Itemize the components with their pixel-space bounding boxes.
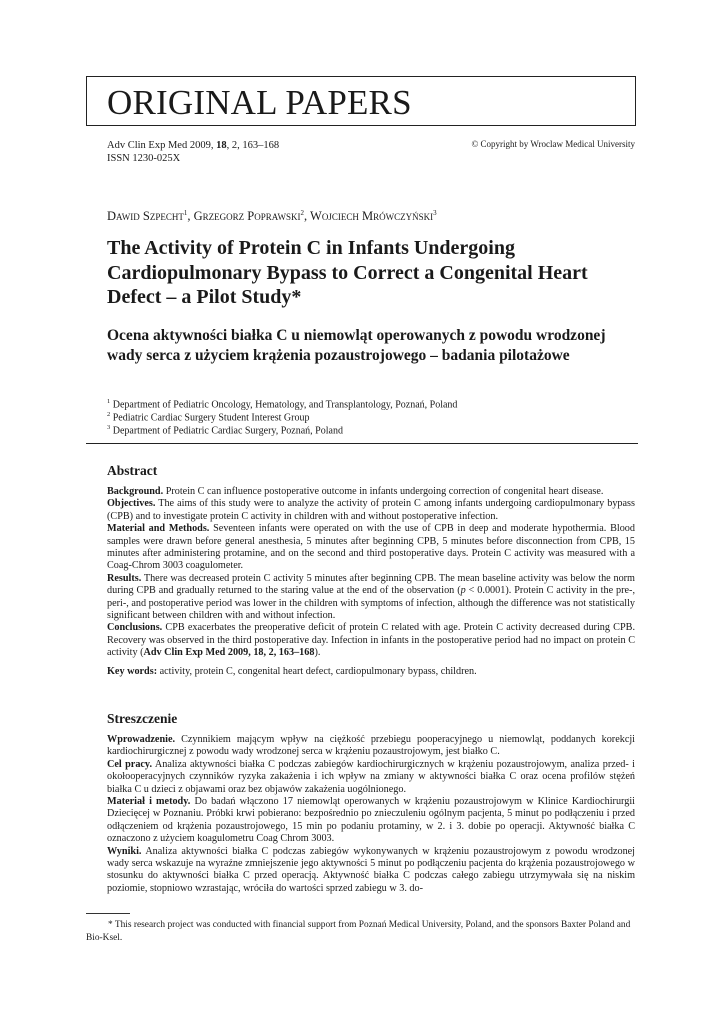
abstract-methods: Material and Methods. Seventeen infants were operated on with the use of CPB in deep and moderate hypothermia. Blood samples were drawn before general anesthesia, 5 minutes after beginning CPB, 5 minutes before disconnection from CPB, 15 minutes after administering protamine, and on the second and third postoperative days. Protein C activity was measured with a Coag-Chrom 3003 coagulometer. xyxy=(107,523,635,572)
copyright: © Copyright by Wroclaw Medical University xyxy=(471,139,635,149)
abstract-objectives: Objectives. The aims of this study were to analyze the activity of protein C among infants undergoing cardiopulmonary bypass (CPB) and to investigate protein C activity in children with and without postoperative infection. xyxy=(107,498,635,522)
keywords: Key words: activity, protein C, congenital heart defect, cardiopulmonary bypass, children. xyxy=(107,665,477,677)
issn: ISSN 1230-025X xyxy=(107,153,181,164)
author-name: Wojciech Mrówczyński xyxy=(310,209,434,224)
section-title: ORIGINAL PAPERS xyxy=(107,83,412,122)
article-title: The Activity of Protein C in Infants Undergoing Cardiopulmonary Bypass to Correct a Congenital Heart Defect – a Pilot Study* xyxy=(107,237,588,308)
affiliation: $^2$ Pediatric Cardiac Surgery Student Interest Group xyxy=(107,411,310,424)
streszczenie-heading: Streszczenie xyxy=(107,711,178,726)
abstract-heading: Abstract xyxy=(107,463,158,478)
streszczenie-methods: Materiał i metody. Do badań włączono 17 niemowląt operowanych w krążeniu pozaustrojowym w Klinice Kardiochirurgii Dziecięcej w Poznaniu. Próbki krwi pobierano: bezpośrednio po znieczuleniu ogólnym pacjenta, 5 minut po podłączeniu i przed odłączeniem od krążenia pozaustrojowego, 15 min po podaniu protaminy, w 2. i 3. dobie po operacji. Aktywność białka C oznaczono z użyciem koagulometru Coag Chrom 3003. xyxy=(107,796,635,845)
author-name: Grzegorz Poprawski xyxy=(193,209,301,224)
article-subtitle: Ocena aktywności białka C u niemowląt operowanych z powodu wrodzonej wady serca z użyciem krążenia pozaustrojowego – badania pilotażowe xyxy=(107,327,606,364)
streszczenie-aim: Cel pracy. Analiza aktywności białka C podczas zabiegów kardiochirurgicznych w krążeniu pozaustrojowym, analiza przed- i okołooperacyjnych czynników ryzyka zakażenia i ich wpływ na zmiany w aktywności białka C oraz ocena profilów stężeń białka C u dzieci z objawami oraz bez objawów zakażenia uogólnionego. xyxy=(107,758,635,795)
footnote: * This research project was conducted with financial support from Poznań Medical University, Poland, and the sponsors Baxter Poland and Bio-Ksel. xyxy=(86,920,631,943)
footnote-rule xyxy=(86,913,130,914)
authors: Dawid Szpecht$^1$, Grzegorz Poprawski$^2$, Wojciech Mrówczyński$^3$ xyxy=(107,209,437,224)
streszczenie-intro: Wprowadzenie. Czynnikiem mającym wpływ na ciężkość przebiegu pooperacyjnego u niemowląt, poddanych korekcji kardiochirurgicznej z powodu wady wrodzonej serca w krążeniu pozaustrojowym, jest białko C. xyxy=(107,734,635,758)
abstract-results: Results. There was decreased protein C activity 5 minutes after beginning CPB. The mean baseline activity was below the norm during CPB and gradually returned to the staring value at the end of the observation (p < 0.0001). Protein C activity in the pre-, peri-, and postoperative period was lower in the children with symptoms of infection, although the difference was not statistically significant between children with and without infection. xyxy=(107,572,635,622)
streszczenie-body xyxy=(107,734,635,895)
author-name: Dawid Szpecht xyxy=(107,209,184,224)
streszczenie-results: Wyniki. Analiza aktywności białka C podczas zabiegów wykonywanych w krążeniu pozaustrojowym z powodu wrodzonej wady serca wskazuje na wyraźne zmniejszenie jego aktywności 5 minut po podłączeniu pacjenta do krążenia pozaustrojowego w stosunku do aktywności białka C przed operacją. Aktywność białka C podczas całego zabiegu utrzymywała się na niskim poziomie, stopniowo wzrastając, wróciła do wartości sprzed zabiegu w 3. do- xyxy=(107,845,636,894)
abstract-body xyxy=(107,486,635,678)
affiliation: $^3$ Department of Pediatric Cardiac Surgery, Poznań, Poland xyxy=(107,424,343,437)
abstract-background: Background. Protein C can influence postoperative outcome in infants undergoing correction of congenital heart disease. xyxy=(107,486,604,497)
journal-citation: Adv Clin Exp Med 2009, 18, 2, 163–168 xyxy=(107,140,280,151)
abstract-conclusions: Conclusions. CPB exacerbates the preoperative deficit of protein C related with age. Protein C activity decreased during CPB. Recovery was observed in the third postoperative day. Infection in infants in the postoperative period had no impact on protein C activity (Adv Clin Exp Med 2009, 18, 2, 163–168). xyxy=(107,622,635,659)
affiliation: $^1$ Department of Pediatric Oncology, Hematology, and Transplantology, Poznań, Poland xyxy=(107,398,458,411)
divider xyxy=(86,443,638,444)
